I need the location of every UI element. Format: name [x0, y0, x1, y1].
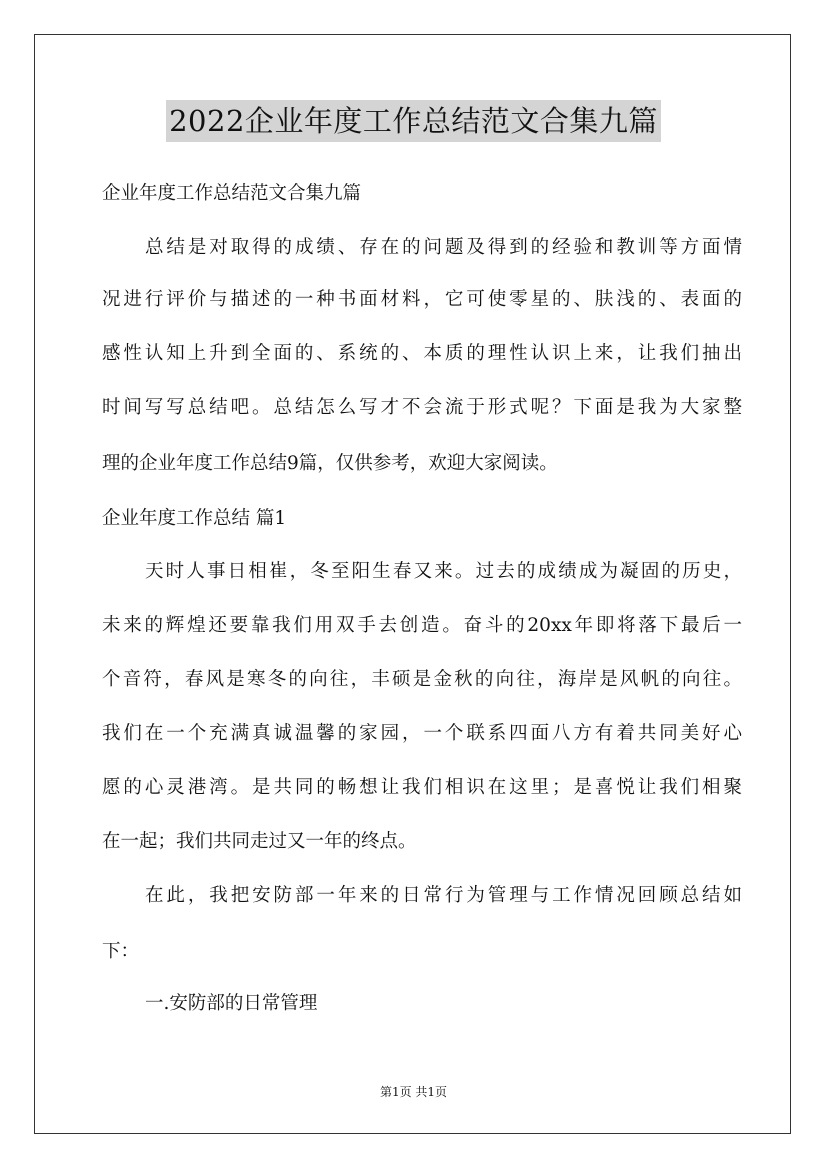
- para1-line-2: 未来的辉煌还要靠我们用双手去创造。奋斗的20xx年即将落下最后一: [102, 615, 742, 636]
- para2-line-1: 在此，我把安防部一年来的日常行为管理与工作情况回顾总结如: [145, 885, 742, 906]
- para1-line-6: 在一起；我们共同走过又一年的终点。: [102, 831, 417, 852]
- document-title: 2022企业年度工作总结范文合集九篇: [166, 100, 661, 142]
- intro-line-3: 感性认知上升到全面的、系统的、本质的理性认识上来，让我们抽出: [102, 343, 742, 364]
- title-container: [0, 100, 827, 142]
- subheading: 一.安防部的日常管理: [145, 993, 318, 1014]
- para1-line-5: 愿的心灵港湾。是共同的畅想让我们相识在这里；是喜悦让我们相聚: [102, 777, 742, 798]
- intro-line-1: 总结是对取得的成绩、存在的问题及得到的经验和教训等方面情: [145, 237, 742, 258]
- document-subtitle: 企业年度工作总结范文合集九篇: [102, 183, 362, 204]
- para1-line-3: 个音符，春风是寒冬的向往，丰硕是金秋的向往，海岸是风帆的向往。: [102, 669, 742, 690]
- intro-line-2: 况进行评价与描述的一种书面材料，它可使零星的、肤浅的、表面的: [102, 289, 742, 310]
- para1-line-4: 我们在一个充满真诚温馨的家园，一个联系四面八方有着共同美好心: [102, 723, 742, 744]
- intro-line-4: 时间写写总结吧。总结怎么写才不会流于形式呢？下面是我为大家整: [102, 397, 742, 418]
- section-heading: 企业年度工作总结 篇1: [102, 508, 287, 529]
- para2-line-2: 下：: [102, 941, 140, 962]
- page-footer: 第1页 共1页: [379, 1085, 448, 1099]
- intro-line-5: 理的企业年度工作总结9篇，仅供参考，欢迎大家阅读。: [102, 453, 558, 474]
- para1-line-1: 天时人事日相崔，冬至阳生春又来。过去的成绩成为凝固的历史，: [145, 561, 742, 582]
